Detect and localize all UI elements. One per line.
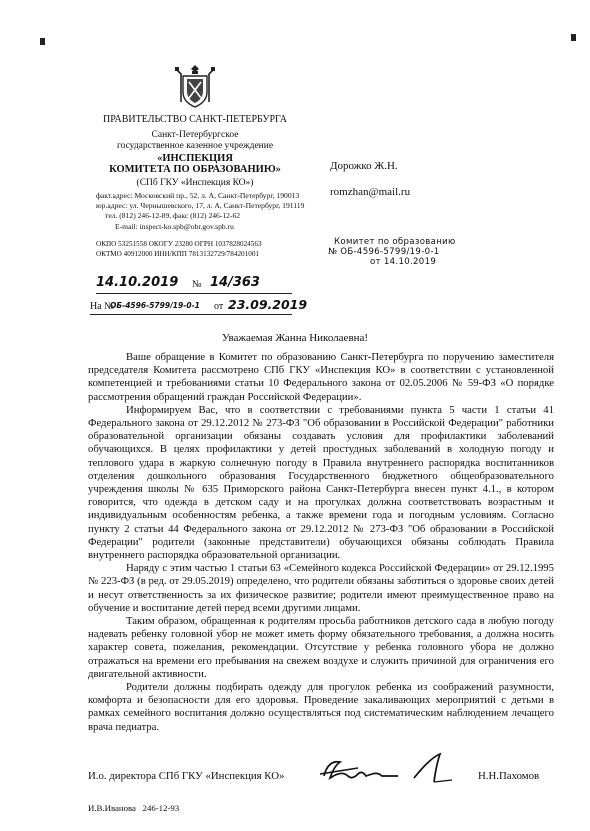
stamp-committee: Комитет по образованию (334, 237, 456, 247)
handwritten-signature (318, 752, 478, 788)
stamp-number: № ОБ-4596-5799/19-0-1 (328, 247, 440, 257)
org-name-2: КОМИТЕТА ПО ОБРАЗОВАНИЮ» (109, 164, 281, 175)
executor-info: И.В.Иванова 246-12-93 (88, 803, 180, 813)
paragraph-3: Наряду с этим частью 1 статьи 63 «Семейного кодекса Российской Федерации» от 29.12.1995 № 223-ФЗ (в ред. от 29.05.2019) определено, что родители обязаны заботиться о здоровье своих детей и несут ответственность за их физическое развитие; родители имеют преимущественное право на обучение и воспитание детей перед всеми другими лицами. (88, 562, 554, 614)
letter-body (88, 351, 554, 734)
org-line-2: государственное казенное учреждение (116, 141, 274, 151)
reference-date: 23.09.2019 (228, 297, 308, 312)
registration-date: 14.10.2019 (96, 275, 179, 290)
signatory-name: Н.Н.Пахомов (478, 770, 540, 782)
org-name-1: «ИНСПЕКЦИЯ (157, 153, 233, 164)
paragraph-1: Ваше обращение в Комитет по образованию Санкт-Петербурга по поручению заместителя председателя Комитета рассмотрено СПб ГКУ «Инспекция КО» в соответствии с установленной компетенцией и требованиями статьи 10 Федерального закона от 02.05.2006 № 59-ФЗ «О порядке рассмотрения обращений граждан Российской Федерации». (88, 351, 554, 403)
recipient-name: Дорожко Ж.Н. (330, 160, 398, 172)
registration-number: 14/363 (210, 275, 260, 290)
paragraph-2: Информируем Вас, что в соответствии с требованиями пункта 5 части 1 статьи 41 Федерального закона от 29.12.2012 № 273-ФЗ "Об образовании в Российской Федерации" работники образовательной организации обязаны создавать условия для профилактики заболеваний обучающихся. В целях профилактики у детей простудных заболеваний в холодную погоду и теплового удара в жаркую солнечную погоду в Правила внутреннего распорядка воспитанников отделения дошкольного образования Государственного бюджетного общеобразовательного учреждения школы № 635 Приморского района Санкт-Петербурга внесен пункт 4.1., в котором говорится, что одежда в детском саду и на прогулках должна соответствовать возрастным и индивидуальным особенностям ребенка, а также времени года и погодным условиям. Согласно пункту 2 статьи 44 Федерального закона от 29.12.2012 № 273-ФЗ "Об образовании в Российской Федерации" родители (законные представители) обучающихся обязаны соблюдать Правила внутреннего распорядка образовательной организации. (88, 403, 554, 562)
org-short-name: (СПб ГКУ «Инспекция КО») (136, 178, 254, 188)
reference-from: от (214, 301, 224, 312)
reference-line (90, 297, 308, 315)
coat-of-arms-emblem (173, 62, 217, 110)
address-fact: факт.адрес: Московский пр., 52, л. А, Санкт-Петербург, 190013 (96, 191, 300, 200)
recipient-email: romzhan@mail.ru (330, 186, 411, 198)
paragraph-5: Родители должны подбирать одежду для прогулок ребенка из соображений разумности, комфорта и безопасности для его здоровья. Проведение закаливающих мероприятий с детьми в рамках семейного воспитания должно осуществляться под систематическим наблюдением лечащего врача педиатра. (88, 681, 554, 733)
org-codes-1: ОКПО 53251558 ОКОГУ 23280 ОГРН 1037828024563 (96, 240, 262, 248)
address-legal: юр.адрес: ул. Чернышевского, 17, л. А, Санкт-Петербург, 191119 (96, 201, 305, 210)
paragraph-4: Таким образом, обращенная к родителям просьба работников детского сада в любую погоду надевать ребенку головной убор не может иметь форму обязательного требования, а должна носить характер совета, пожелания, рекомендации. Отсутствие у ребенка головного убора не должно отражаться на времени его пребывания на свежем воздухе и служить причиной для ограничения его двигательной активности. (88, 615, 554, 680)
registration-number-label: № (192, 279, 202, 290)
signatory-position: И.о. директора СПб ГКУ «Инспекция КО» (88, 770, 285, 782)
org-line-1: Санкт-Петербургское (151, 130, 239, 140)
reference-prefix: На № (90, 301, 114, 312)
registration-line (96, 275, 292, 294)
scan-mark (571, 34, 576, 41)
org-codes-2: ОКТМО 40912000 ИНН/КПП 7813132729/784201001 (96, 250, 260, 258)
scan-mark (40, 38, 45, 45)
greeting: Уважаемая Жанна Николаевна! (221, 332, 369, 344)
stamp-date: от 14.10.2019 (370, 257, 437, 267)
reference-number: ОБ-4596-5799/19-0-1 (110, 301, 200, 310)
org-email: E-mail: inspect-ko.spb@obr.gov.spb.ru (115, 222, 234, 231)
government-title: ПРАВИТЕЛЬСТВО САНКТ-ПЕТЕРБУРГА (103, 114, 287, 125)
phone-fax: тел. (812) 246-12-89, факс (812) 246-12-62 (105, 211, 241, 220)
